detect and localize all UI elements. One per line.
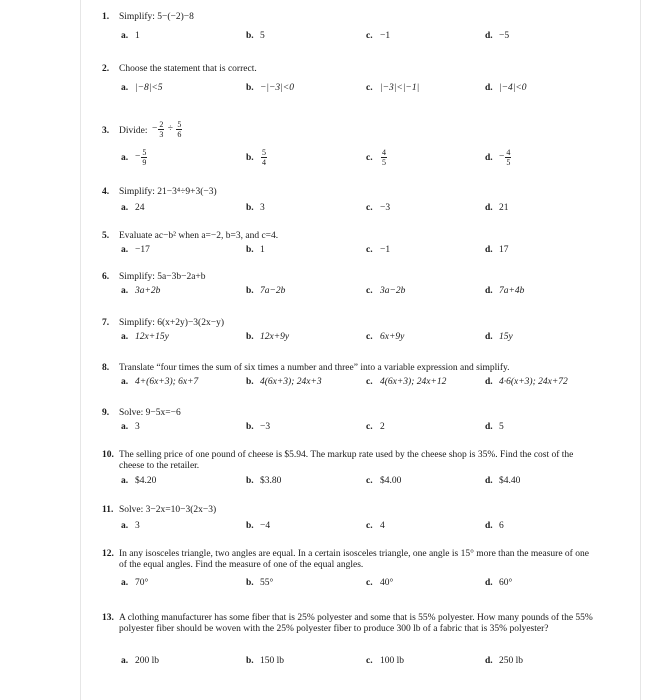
fraction-numerator: 2 [159, 120, 164, 129]
choice-label: c. [366, 656, 373, 666]
choice-c[interactable] [366, 203, 390, 214]
choice-label: d. [485, 377, 493, 387]
question-text: Solve: 9−5x=−6 [119, 408, 181, 418]
choice-text: −17 [135, 245, 150, 255]
choice-label: d. [485, 286, 493, 296]
choice-text: 12x+15y [135, 332, 169, 342]
choice-label: c. [366, 578, 373, 588]
question-number: 3. [102, 126, 110, 136]
choice-c[interactable] [366, 332, 404, 343]
choice-a[interactable] [121, 31, 140, 42]
choice-a[interactable] [121, 578, 148, 589]
choice-label: c. [366, 203, 373, 213]
choice-text: 6x+9y [380, 332, 405, 342]
choice-label: a. [121, 286, 129, 296]
fraction-denominator: 4 [262, 158, 266, 167]
choice-text: |−4|<0 [499, 83, 527, 93]
choice-label: a. [121, 377, 129, 387]
choice-a[interactable] [121, 148, 147, 167]
choice-text: −|−3|<0 [260, 83, 294, 93]
choice-c[interactable] [366, 422, 385, 433]
choice-fraction [261, 148, 267, 167]
choice-a[interactable] [121, 377, 198, 388]
question-text: The selling price of one pound of cheese is $5.94. The markup rate used by the cheese shop is 35%. Find the cost of the cheese to the retailer. [119, 450, 574, 471]
choice-text: −3 [260, 422, 271, 432]
question-number: 5. [102, 231, 110, 241]
choice-text: 150 lb [260, 656, 285, 666]
choice-c[interactable] [366, 245, 390, 256]
fraction-numerator: 4 [506, 148, 511, 157]
divide-expression [152, 120, 182, 139]
choice-text: $4.40 [499, 476, 521, 486]
choice-text: −1 [380, 31, 391, 41]
choice-c[interactable] [366, 148, 387, 167]
choice-text: 24 [135, 203, 145, 213]
choice-d[interactable] [485, 203, 509, 214]
choice-text: 55° [260, 578, 274, 588]
question-text: Simplify: 6(x+2y)−3(2x−y) [119, 318, 224, 328]
choice-label: d. [485, 476, 493, 486]
choice-text: 7a+4b [499, 286, 525, 296]
choice-label: b. [246, 152, 254, 163]
choice-c[interactable] [366, 83, 419, 94]
choice-label: a. [121, 476, 129, 486]
choice-text: 1 [260, 245, 265, 255]
choice-d[interactable] [485, 286, 524, 297]
choice-d[interactable] [485, 422, 504, 433]
choice-label: c. [366, 83, 373, 93]
question-text: Solve: 3−2x=10−3(2x−3) [119, 505, 217, 515]
fraction-b [176, 120, 182, 139]
choice-d[interactable] [485, 332, 513, 343]
choice-label: d. [485, 245, 493, 255]
choice-text: 200 lb [135, 656, 160, 666]
choice-a[interactable] [121, 656, 159, 667]
left-margin-rule [80, 0, 81, 700]
question-number: 11. [102, 505, 114, 515]
fraction-denominator: 6 [177, 130, 182, 139]
choice-label: c. [366, 332, 373, 342]
fraction-denominator: 3 [159, 130, 164, 139]
choice-label: a. [121, 521, 129, 531]
fraction-a [158, 120, 164, 139]
choice-d[interactable] [485, 656, 523, 667]
choice-b[interactable] [246, 83, 294, 94]
choice-label: d. [485, 83, 493, 93]
choice-text: 2 [380, 422, 385, 432]
choice-text: |−3|<|−1| [380, 83, 420, 93]
choice-a[interactable] [121, 332, 169, 343]
choice-a[interactable] [121, 422, 140, 433]
question-number: 13. [102, 613, 114, 623]
choice-text: 4 [380, 521, 385, 531]
fraction-sign: − [135, 152, 141, 162]
choice-label: b. [246, 422, 254, 432]
question-text: Choose the statement that is correct. [119, 64, 257, 74]
question-number: 12. [102, 549, 114, 559]
choice-text: 15y [499, 332, 513, 342]
choice-label: b. [246, 31, 254, 41]
choice-label: b. [246, 203, 254, 213]
choice-d[interactable] [485, 377, 568, 388]
choice-c[interactable] [366, 286, 405, 297]
choice-label: d. [485, 521, 493, 531]
fraction-sign: − [499, 152, 505, 162]
choice-text: 5 [260, 31, 265, 41]
choice-text: 5 [499, 422, 504, 432]
question-number: 4. [102, 187, 110, 197]
choice-text: 60° [499, 578, 513, 588]
choice-text: 40° [380, 578, 394, 588]
choice-b[interactable] [246, 521, 270, 532]
choice-label: a. [121, 31, 129, 41]
choice-b[interactable] [246, 332, 289, 343]
choice-label: b. [246, 521, 254, 531]
choice-label: a. [121, 83, 129, 93]
question-number: 7. [102, 318, 110, 328]
choice-c[interactable] [366, 578, 393, 589]
choice-text: 100 lb [380, 656, 405, 666]
choice-label: b. [246, 476, 254, 486]
choice-a[interactable] [121, 83, 163, 94]
right-margin-rule [640, 0, 641, 700]
choice-b[interactable] [246, 286, 285, 297]
choice-b[interactable] [246, 476, 281, 487]
fraction-denominator: 5 [382, 158, 386, 167]
question-text: Simplify: 5−(−2)−8 [119, 12, 194, 22]
fraction-numerator: 5 [142, 148, 147, 157]
choice-label: a. [121, 152, 129, 163]
choice-label: b. [246, 245, 254, 255]
choice-a[interactable] [121, 476, 156, 487]
choice-text: 21 [499, 203, 509, 213]
question-number: 9. [102, 408, 110, 418]
choice-text: 4(6x+3); 24x+12 [380, 377, 447, 387]
choice-label: c. [366, 521, 373, 531]
choice-label: c. [366, 245, 373, 255]
choice-d[interactable] [485, 521, 504, 532]
choice-label: a. [121, 422, 129, 432]
choice-c[interactable] [366, 31, 390, 42]
choice-text: 6 [499, 521, 504, 531]
choice-label: c. [366, 476, 373, 486]
choice-text: −3 [380, 203, 391, 213]
choice-label: a. [121, 656, 129, 666]
choice-label: d. [485, 203, 493, 213]
choice-a[interactable] [121, 245, 150, 256]
question-3 [102, 120, 602, 142]
fraction-numerator: 4 [382, 148, 386, 157]
choice-a[interactable] [121, 286, 160, 297]
choice-text: 4·6(x+3); 24x+72 [499, 377, 568, 387]
choice-a[interactable] [121, 203, 145, 214]
choice-label: d. [485, 656, 493, 666]
choice-label: a. [121, 578, 129, 588]
question-text: Simplify: 21−3⁴÷9+3(−3) [119, 187, 217, 197]
choice-c[interactable] [366, 476, 401, 487]
choice-text: 1 [135, 31, 140, 41]
choice-label: d. [485, 31, 493, 41]
choice-text: 3 [135, 521, 140, 531]
choice-label: d. [485, 332, 493, 342]
choice-b[interactable] [246, 148, 267, 167]
choice-b[interactable] [246, 422, 270, 433]
choice-d[interactable] [485, 83, 527, 94]
choice-d[interactable] [485, 31, 509, 42]
choice-label: d. [485, 152, 493, 163]
choice-label: a. [121, 203, 129, 213]
choice-text: 3a+2b [135, 286, 161, 296]
choice-text: 3 [260, 203, 265, 213]
choice-label: b. [246, 83, 254, 93]
choice-label: c. [366, 286, 373, 296]
choice-fraction [505, 148, 511, 167]
choice-label: b. [246, 377, 254, 387]
fraction-denominator: 5 [506, 158, 511, 167]
choice-b[interactable] [246, 656, 284, 667]
choice-label: d. [485, 578, 493, 588]
question-text: Simplify: 5a−3b−2a+b [119, 272, 206, 282]
choice-label: b. [246, 286, 254, 296]
choice-label: d. [485, 422, 493, 432]
choice-text: 4+(6x+3); 6x+7 [135, 377, 199, 387]
fraction-denominator: 9 [142, 158, 147, 167]
choice-text: 17 [499, 245, 509, 255]
choice-d[interactable] [485, 476, 520, 487]
choice-text: |−8|<5 [135, 83, 163, 93]
choice-b[interactable] [246, 245, 265, 256]
choice-text: 4(6x+3); 24x+3 [260, 377, 322, 387]
choice-b[interactable] [246, 203, 265, 214]
choice-text: 7a−2b [260, 286, 286, 296]
choice-label: c. [366, 377, 373, 387]
question-number: 8. [102, 363, 110, 373]
question-number: 2. [102, 64, 110, 74]
choice-label: c. [366, 31, 373, 41]
choice-label: a. [121, 332, 129, 342]
question-text: In any isosceles triangle, two angles are equal. In a certain isosceles triangle, one angle is 15° more than the measure of one of the equal angles. Find the measure of one of the equal angles. [119, 549, 589, 570]
choice-b[interactable] [246, 377, 322, 388]
choice-d[interactable] [485, 245, 509, 256]
question-number: 10. [102, 450, 114, 460]
choice-b[interactable] [246, 578, 273, 589]
choice-b[interactable] [246, 31, 265, 42]
choice-text: −1 [380, 245, 391, 255]
choice-label: c. [366, 422, 373, 432]
choice-c[interactable] [366, 377, 446, 388]
choice-text: $4.00 [380, 476, 402, 486]
fraction-numerator: 5 [262, 148, 266, 157]
question-text: A clothing manufacturer has some fiber that is 25% polyester and some that is 55% polyester. How many pounds of the 55% polyester fiber should be woven with the 25% polyester fiber to produce 300 lb of a fabric that is 35% polyester? [119, 613, 593, 634]
choice-a[interactable] [121, 521, 140, 532]
choice-fraction [141, 148, 147, 167]
choice-text: 3a−2b [380, 286, 406, 296]
choice-label: b. [246, 332, 254, 342]
choice-label: c. [366, 152, 373, 163]
choice-text: 3 [135, 422, 140, 432]
choice-text: −5 [499, 31, 510, 41]
question-text: Translate “four times the sum of six times a number and three” into a variable expression and simplify. [119, 363, 510, 373]
choice-text: 70° [135, 578, 149, 588]
choice-d[interactable] [485, 578, 512, 589]
choice-text: $4.20 [135, 476, 157, 486]
choice-text: 250 lb [499, 656, 524, 666]
choice-c[interactable] [366, 521, 385, 532]
choice-label: a. [121, 245, 129, 255]
choice-c[interactable] [366, 656, 404, 667]
question-text: Evaluate ac−b² when a=−2, b=3, and c=4. [119, 231, 279, 241]
choice-label: b. [246, 656, 254, 666]
question-number: 1. [102, 12, 110, 22]
choice-fraction [381, 148, 387, 167]
question-number: 6. [102, 272, 110, 282]
choice-text: $3.80 [260, 476, 282, 486]
fraction-numerator: 5 [177, 120, 182, 129]
fraction-sign: − [152, 124, 158, 134]
choice-d[interactable] [485, 148, 511, 167]
question-text: Divide: [119, 126, 148, 136]
choice-text: −4 [260, 521, 271, 531]
choice-text: 12x+9y [260, 332, 290, 342]
choice-label: b. [246, 578, 254, 588]
divide-operator: ÷ [167, 124, 173, 134]
